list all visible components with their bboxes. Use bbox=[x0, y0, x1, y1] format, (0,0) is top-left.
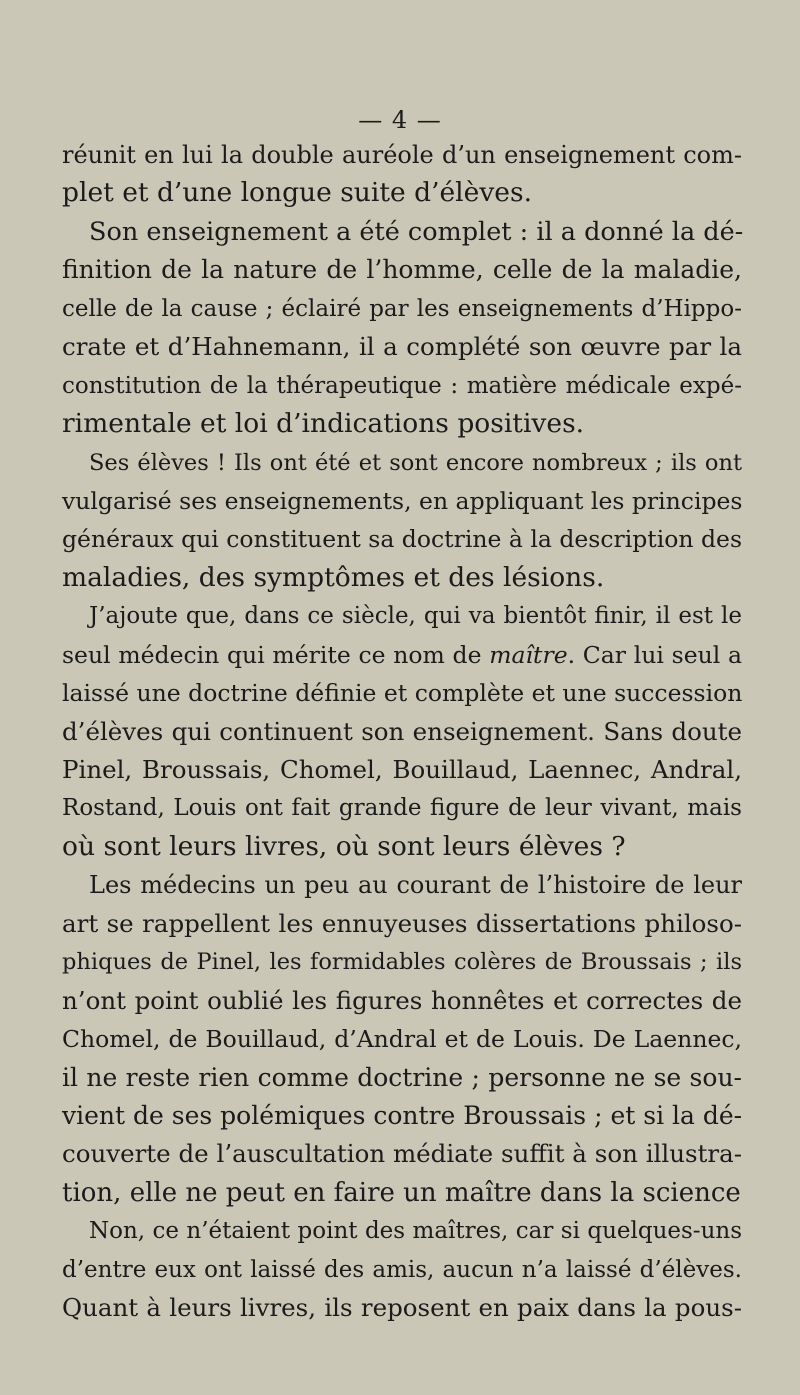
text-line: finition de la nature de l’homme, celle de la maladie, bbox=[62, 255, 742, 285]
text-line: Les médecins un peu au courant de l’histoire de leur bbox=[89, 871, 742, 900]
text-line: constitution de la thérapeutique : matière médicale expé- bbox=[62, 372, 742, 399]
body-text bbox=[62, 136, 742, 1328]
emphasized-word: maître bbox=[489, 640, 568, 669]
text-line: vient de ses polémiques contre Broussais ; et si la dé- bbox=[62, 1100, 743, 1130]
text-line: généraux qui constituent sa doctrine à la description des bbox=[62, 525, 743, 554]
text-line: celle de la cause ; éclairé par les enseignements d’Hippo- bbox=[62, 295, 742, 322]
text-line: d’élèves qui continuent son enseignement. Sans doute bbox=[62, 716, 742, 746]
text-line: plet et d’une longue suite d’élèves. bbox=[62, 177, 533, 209]
text-line: Pinel, Broussais, Chomel, Bouillaud, Laennec, Andral, bbox=[62, 755, 742, 784]
text-line: rimentale et loi d’indications positives. bbox=[62, 408, 585, 440]
page-number: — 4 — bbox=[358, 106, 442, 134]
text-line: d’entre eux ont laissé des amis, aucun n’a laissé d’élèves. bbox=[62, 1256, 742, 1283]
text-line: laissé une doctrine définie et complète et une succession bbox=[62, 679, 743, 708]
text-line: vulgarisé ses enseignements, en appliquant les principes bbox=[62, 486, 743, 515]
text-line: Quant à leurs livres, ils reposent en paix dans la pous- bbox=[62, 1293, 742, 1323]
text-line: n’ont point oublié les figures honnêtes et correctes de bbox=[62, 985, 742, 1015]
text-line: seul médecin qui mérite ce nom de maître. Car lui seul a bbox=[62, 640, 742, 669]
text-line: tion, elle ne peut en faire un maître dans la science bbox=[62, 1177, 741, 1208]
text-line: Non, ce n’étaient point des maîtres, car si quelques-uns bbox=[89, 1218, 742, 1245]
text-line: J’ajoute que, dans ce siècle, qui va bientôt finir, il est le bbox=[89, 603, 742, 630]
text-line: phiques de Pinel, les formidables colères de Broussais ; ils bbox=[62, 949, 742, 976]
text-line: réunit en lui la double auréole d’un enseignement com- bbox=[62, 141, 742, 169]
text-line: Rostand, Louis ont fait grande figure de leur vivant, mais bbox=[62, 795, 742, 822]
text-line: il ne reste rien comme doctrine ; personne ne se sou- bbox=[62, 1062, 742, 1092]
text-line: maladies, des symptômes et des lésions. bbox=[62, 561, 605, 593]
text-line: couverte de l’auscultation médiate suffit à son illustra- bbox=[62, 1139, 742, 1169]
text-line: Son enseignement a été complet : il a donné la dé- bbox=[89, 216, 744, 247]
text-line: Ses élèves ! Ils ont été et sont encore nombreux ; ils ont bbox=[89, 449, 742, 476]
text-line: crate et d’Hahnemann, il a complété son œuvre par la bbox=[62, 332, 742, 362]
text-line: art se rappellent les ennuyeuses dissertations philoso- bbox=[62, 908, 742, 938]
text-line: Chomel, de Bouillaud, d’Andral et de Louis. De Laennec, bbox=[62, 1025, 742, 1054]
text-line: où sont leurs livres, où sont leurs élèves ? bbox=[62, 830, 626, 862]
